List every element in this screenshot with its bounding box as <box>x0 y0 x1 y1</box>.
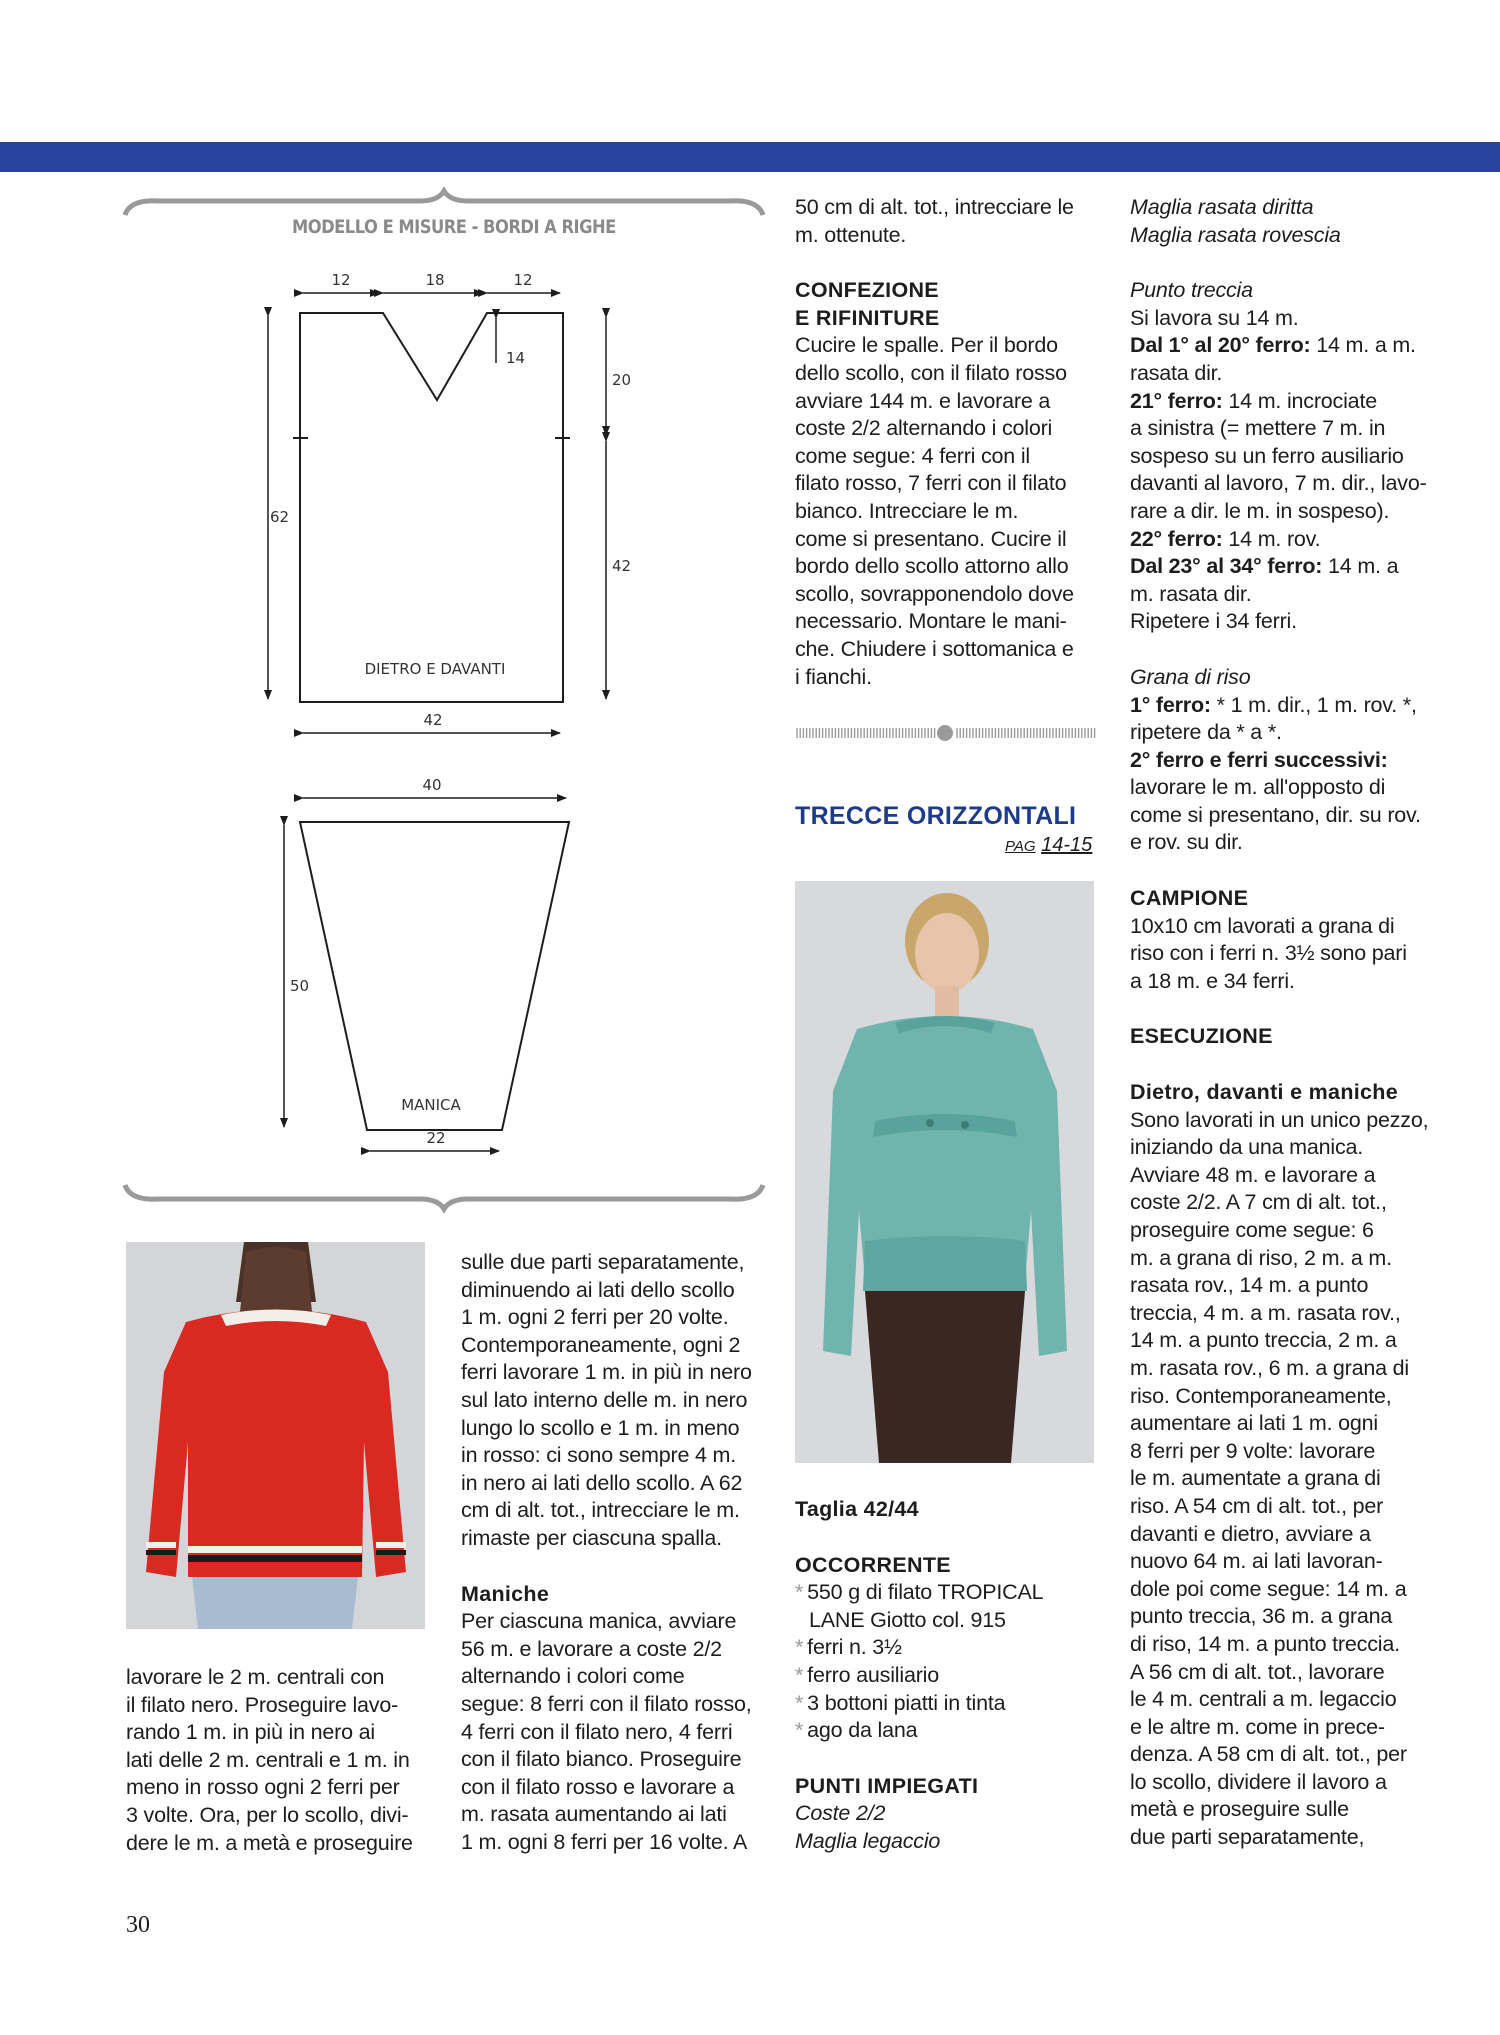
text-line: il filato nero. Proseguire lavo- <box>126 1692 399 1717</box>
sleeve-height-label: 50 <box>290 977 310 995</box>
sleeve-piece-label: MANICA <box>401 1096 461 1114</box>
ddm-heading: Dietro, davanti e maniche <box>1130 1080 1398 1105</box>
sleeve-piece <box>284 776 569 1151</box>
text-line: Dal 1° al 20° ferro: 14 m. a m. <box>1130 333 1416 358</box>
text-line: aumentare ai lati 1 m. ogni <box>1130 1411 1378 1436</box>
text-line: di riso, 14 m. a punto treccia. <box>1130 1631 1400 1656</box>
page-ref <box>1005 834 1092 857</box>
list-item: * ferro ausiliario <box>795 1662 939 1687</box>
text-line: Sono lavorati in un unico pezzo, <box>1130 1107 1429 1132</box>
text-line: rasata rov., 14 m. a punto <box>1130 1273 1369 1298</box>
text-line: lati delle 2 m. centrali e 1 m. in <box>126 1747 410 1772</box>
text-line: 1 m. ogni 8 ferri per 16 volte. A <box>461 1829 748 1854</box>
text-line: 14 m. a punto treccia, 2 m. a <box>1130 1328 1397 1353</box>
list-item-cont: LANE Giotto col. 915 <box>809 1607 1006 1632</box>
punto-treccia-heading: Punto treccia <box>1130 278 1253 303</box>
body-bottom-label: 42 <box>423 711 443 729</box>
text-line: necessario. Montare le mani- <box>795 609 1067 634</box>
text-line: Dal 23° al 34° ferro: 14 m. a <box>1130 554 1399 579</box>
text-line: davanti e dietro, avviare a <box>1130 1521 1371 1546</box>
text-line: due parti separatamente, <box>1130 1825 1365 1850</box>
text-line: diminuendo ai lati dello scollo <box>461 1277 735 1302</box>
body-piece <box>268 271 631 733</box>
text-line: 1° ferro: * 1 m. dir., 1 m. rov. *, <box>1130 692 1417 717</box>
page-number: 30 <box>126 1912 150 1938</box>
text-line: davanti al lavoro, 7 m. dir., lavo- <box>1130 471 1427 496</box>
text-line: ferri lavorare 1 m. in più in nero <box>461 1360 752 1385</box>
text-line: dere le m. a metà e proseguire <box>126 1830 413 1855</box>
column-3-lower-text <box>795 1496 1100 1856</box>
section-separator <box>795 722 1097 744</box>
grana-heading: Grana di riso <box>1130 664 1251 689</box>
text-line: Per ciascuna manica, avviare <box>461 1609 737 1634</box>
stitch-name: Maglia legaccio <box>795 1828 941 1853</box>
text-line: le m. aumentate a grana di <box>1130 1466 1381 1491</box>
text-line: denza. A 58 cm di alt. tot., per <box>1130 1742 1407 1767</box>
text-line: rando 1 m. in più in nero ai <box>126 1720 375 1745</box>
text-line: ripetere da * a *. <box>1130 720 1282 745</box>
text-line: dole poi come segue: 14 m. a <box>1130 1576 1407 1601</box>
text-line: e rov. su dir. <box>1130 830 1243 855</box>
text-line: a sinistra (= mettere 7 m. in <box>1130 416 1386 441</box>
text-line: avviare 144 m. e lavorare a <box>795 388 1051 413</box>
text-line: iniziando da una manica. <box>1130 1135 1364 1160</box>
text-line: alternando i colori come <box>461 1664 685 1689</box>
text-line: 4 ferri con il filato nero, 4 ferri <box>461 1719 733 1744</box>
text-line: 21° ferro: 14 m. incrociate <box>1130 388 1377 413</box>
text-line: i fianchi. <box>795 664 872 689</box>
section-title: TRECCE ORIZZONTALI <box>795 802 1077 830</box>
page-ref-prefix: PAG <box>1005 838 1036 855</box>
text-line: lavorare le 2 m. centrali con <box>126 1665 385 1689</box>
text-line: proseguire come segue: 6 <box>1130 1218 1374 1242</box>
text-line: coste 2/2. A 7 cm di alt. tot., <box>1130 1190 1387 1215</box>
list-item: * ago da lana <box>795 1718 918 1743</box>
text-line: 3 volte. Ora, per lo scollo, divi- <box>126 1802 409 1827</box>
text-line: 10x10 cm lavorati a grana di <box>1130 913 1395 938</box>
confezione-heading: CONFEZIONE <box>795 278 939 303</box>
text-line: Ripetere i 34 ferri. <box>1130 609 1297 634</box>
text-line: 2° ferro e ferri successivi: <box>1130 747 1388 772</box>
text-line: m. rasata rov., 6 m. a grana di <box>1130 1355 1409 1380</box>
text-line: cm di alt. tot., intrecciare le m. <box>461 1498 740 1523</box>
text-line: con il filato bianco. Proseguire <box>461 1747 742 1772</box>
text-line: Contemporaneamente, ogni 2 <box>461 1332 741 1357</box>
text-line: Si lavora su 14 m. <box>1130 305 1299 330</box>
right-lower-label: 42 <box>612 557 632 575</box>
text-line: m. ottenute. <box>795 222 907 247</box>
text-line: come segue: 4 ferri con il <box>795 443 1030 468</box>
neck-depth-label: 14 <box>506 349 526 367</box>
text-line: treccia, 4 m. a m. rasata rov., <box>1130 1300 1401 1325</box>
text-line: riso. A 54 cm di alt. tot., per <box>1130 1493 1384 1518</box>
text-line: sulle due parti separatamente, <box>461 1250 745 1274</box>
body-top-right-label: 12 <box>513 271 533 289</box>
column-3-text <box>795 194 1100 691</box>
header-accent-bar <box>0 142 1500 172</box>
text-line: Cucire le spalle. Per il bordo <box>795 333 1058 358</box>
diagram-top-rule <box>125 191 763 215</box>
text-line: filato rosso, 7 ferri con il filato <box>795 471 1067 496</box>
body-top-mid-label: 18 <box>425 271 445 289</box>
column-2-text <box>461 1249 761 1856</box>
text-line: dello scollo, con il filato rosso <box>795 360 1067 385</box>
text-line: 8 ferri per 9 volte: lavorare <box>1130 1438 1376 1463</box>
left-height-label: 62 <box>270 508 290 526</box>
text-line: le 4 m. centrali a m. legaccio <box>1130 1687 1397 1712</box>
pattern-diagram <box>120 185 768 1215</box>
column-4-text <box>1130 194 1430 1852</box>
text-line: Avviare 48 m. e lavorare a <box>1130 1162 1376 1187</box>
text-line: sul lato interno delle m. in nero <box>461 1387 748 1412</box>
text-line: coste 2/2 alternando i colori <box>795 416 1053 441</box>
text-line: lungo lo scollo e 1 m. in meno <box>461 1415 740 1440</box>
occorrente-heading: OCCORRENTE <box>795 1552 951 1577</box>
maniche-heading: Maniche <box>461 1581 550 1606</box>
text-line: segue: 8 ferri con il filato rosso, <box>461 1691 752 1716</box>
text-line: metà e proseguire sulle <box>1130 1797 1349 1822</box>
text-line: rimaste per ciascuna spalla. <box>461 1525 722 1550</box>
text-line: A 56 cm di alt. tot., lavorare <box>1130 1659 1385 1684</box>
text-line: con il filato rosso e lavorare a <box>461 1774 735 1799</box>
text-line: rasata dir. <box>1130 360 1223 385</box>
text-line: bianco. Intrecciare le m. <box>795 498 1019 523</box>
list-item: * 3 bottoni piatti in tinta <box>795 1690 1006 1715</box>
text-line: punto treccia, 36 m. a grana <box>1130 1604 1393 1629</box>
text-line: 50 cm di alt. tot., intrecciare le <box>795 195 1074 219</box>
text-line: nuovo 64 m. ai lati lavoran- <box>1130 1549 1383 1574</box>
list-item: * 550 g di filato TROPICAL <box>795 1580 1044 1605</box>
body-piece-label: DIETRO E DAVANTI <box>364 660 506 678</box>
page-ref-number: 14-15 <box>1041 834 1093 856</box>
text-line: scollo, sovrapponendolo dove <box>795 581 1074 606</box>
teal-sweater-photo <box>795 881 1094 1463</box>
sleeve-top-label: 40 <box>422 776 442 794</box>
stitch-name: Coste 2/2 <box>795 1801 886 1826</box>
text-line: bordo dello scollo attorno allo <box>795 554 1069 579</box>
body-top-left-label: 12 <box>331 271 351 289</box>
text-line: in nero ai lati dello scollo. A 62 <box>461 1470 743 1495</box>
text-line: 1 m. ogni 2 ferri per 20 volte. <box>461 1305 729 1330</box>
text-line: lo scollo, dividere il lavoro a <box>1130 1769 1387 1794</box>
text-line: in rosso: ci sono sempre 4 m. <box>461 1443 737 1468</box>
list-item: * ferri n. 3½ <box>795 1635 902 1660</box>
taglia-heading: Taglia 42/44 <box>795 1497 919 1521</box>
red-sweater-photo <box>126 1242 425 1629</box>
diagram-bottom-rule <box>125 1185 763 1209</box>
diagram-title: MODELLO E MISURE - BORDI A RIGHE <box>292 216 616 238</box>
text-line: rare a dir. le m. in sospeso). <box>1130 498 1390 523</box>
text-line: 56 m. e lavorare a coste 2/2 <box>461 1636 722 1661</box>
stitch-name: Maglia rasata rovescia <box>1130 222 1341 247</box>
text-line: che. Chiudere i sottomanica e <box>795 636 1074 661</box>
text-line: meno in rosso ogni 2 ferri per <box>126 1775 400 1800</box>
column-1-text <box>126 1664 426 1857</box>
campione-heading: CAMPIONE <box>1130 886 1249 911</box>
right-upper-label: 20 <box>612 371 632 389</box>
stitch-name: Maglia rasata diritta <box>1130 195 1314 219</box>
text-line: m. rasata aumentando ai lati <box>461 1802 727 1827</box>
text-line: come si presentano. Cucire il <box>795 526 1067 551</box>
ddm-body <box>1130 1107 1430 1852</box>
text-line: e le altre m. come in prece- <box>1130 1714 1385 1739</box>
text-line: come si presentano, dir. su rov. <box>1130 802 1421 827</box>
text-line: lavorare le m. all'opposto di <box>1130 775 1386 800</box>
text-line: 22° ferro: 14 m. rov. <box>1130 526 1321 551</box>
text-line: m. rasata dir. <box>1130 581 1252 606</box>
confezione-heading-2: E RIFINITURE <box>795 305 940 330</box>
text-line: riso con i ferri n. 3½ sono pari <box>1130 941 1407 966</box>
text-line: a 18 m. e 34 ferri. <box>1130 968 1295 993</box>
text-line: sospeso su un ferro ausiliario <box>1130 443 1404 468</box>
text-line: m. a grana di riso, 2 m. a m. <box>1130 1245 1392 1270</box>
esecuzione-heading: ESECUZIONE <box>1130 1024 1273 1049</box>
sleeve-bottom-label: 22 <box>426 1129 446 1147</box>
text-line: riso. Contemporaneamente, <box>1130 1383 1392 1408</box>
punti-heading: PUNTI IMPIEGATI <box>795 1773 979 1798</box>
